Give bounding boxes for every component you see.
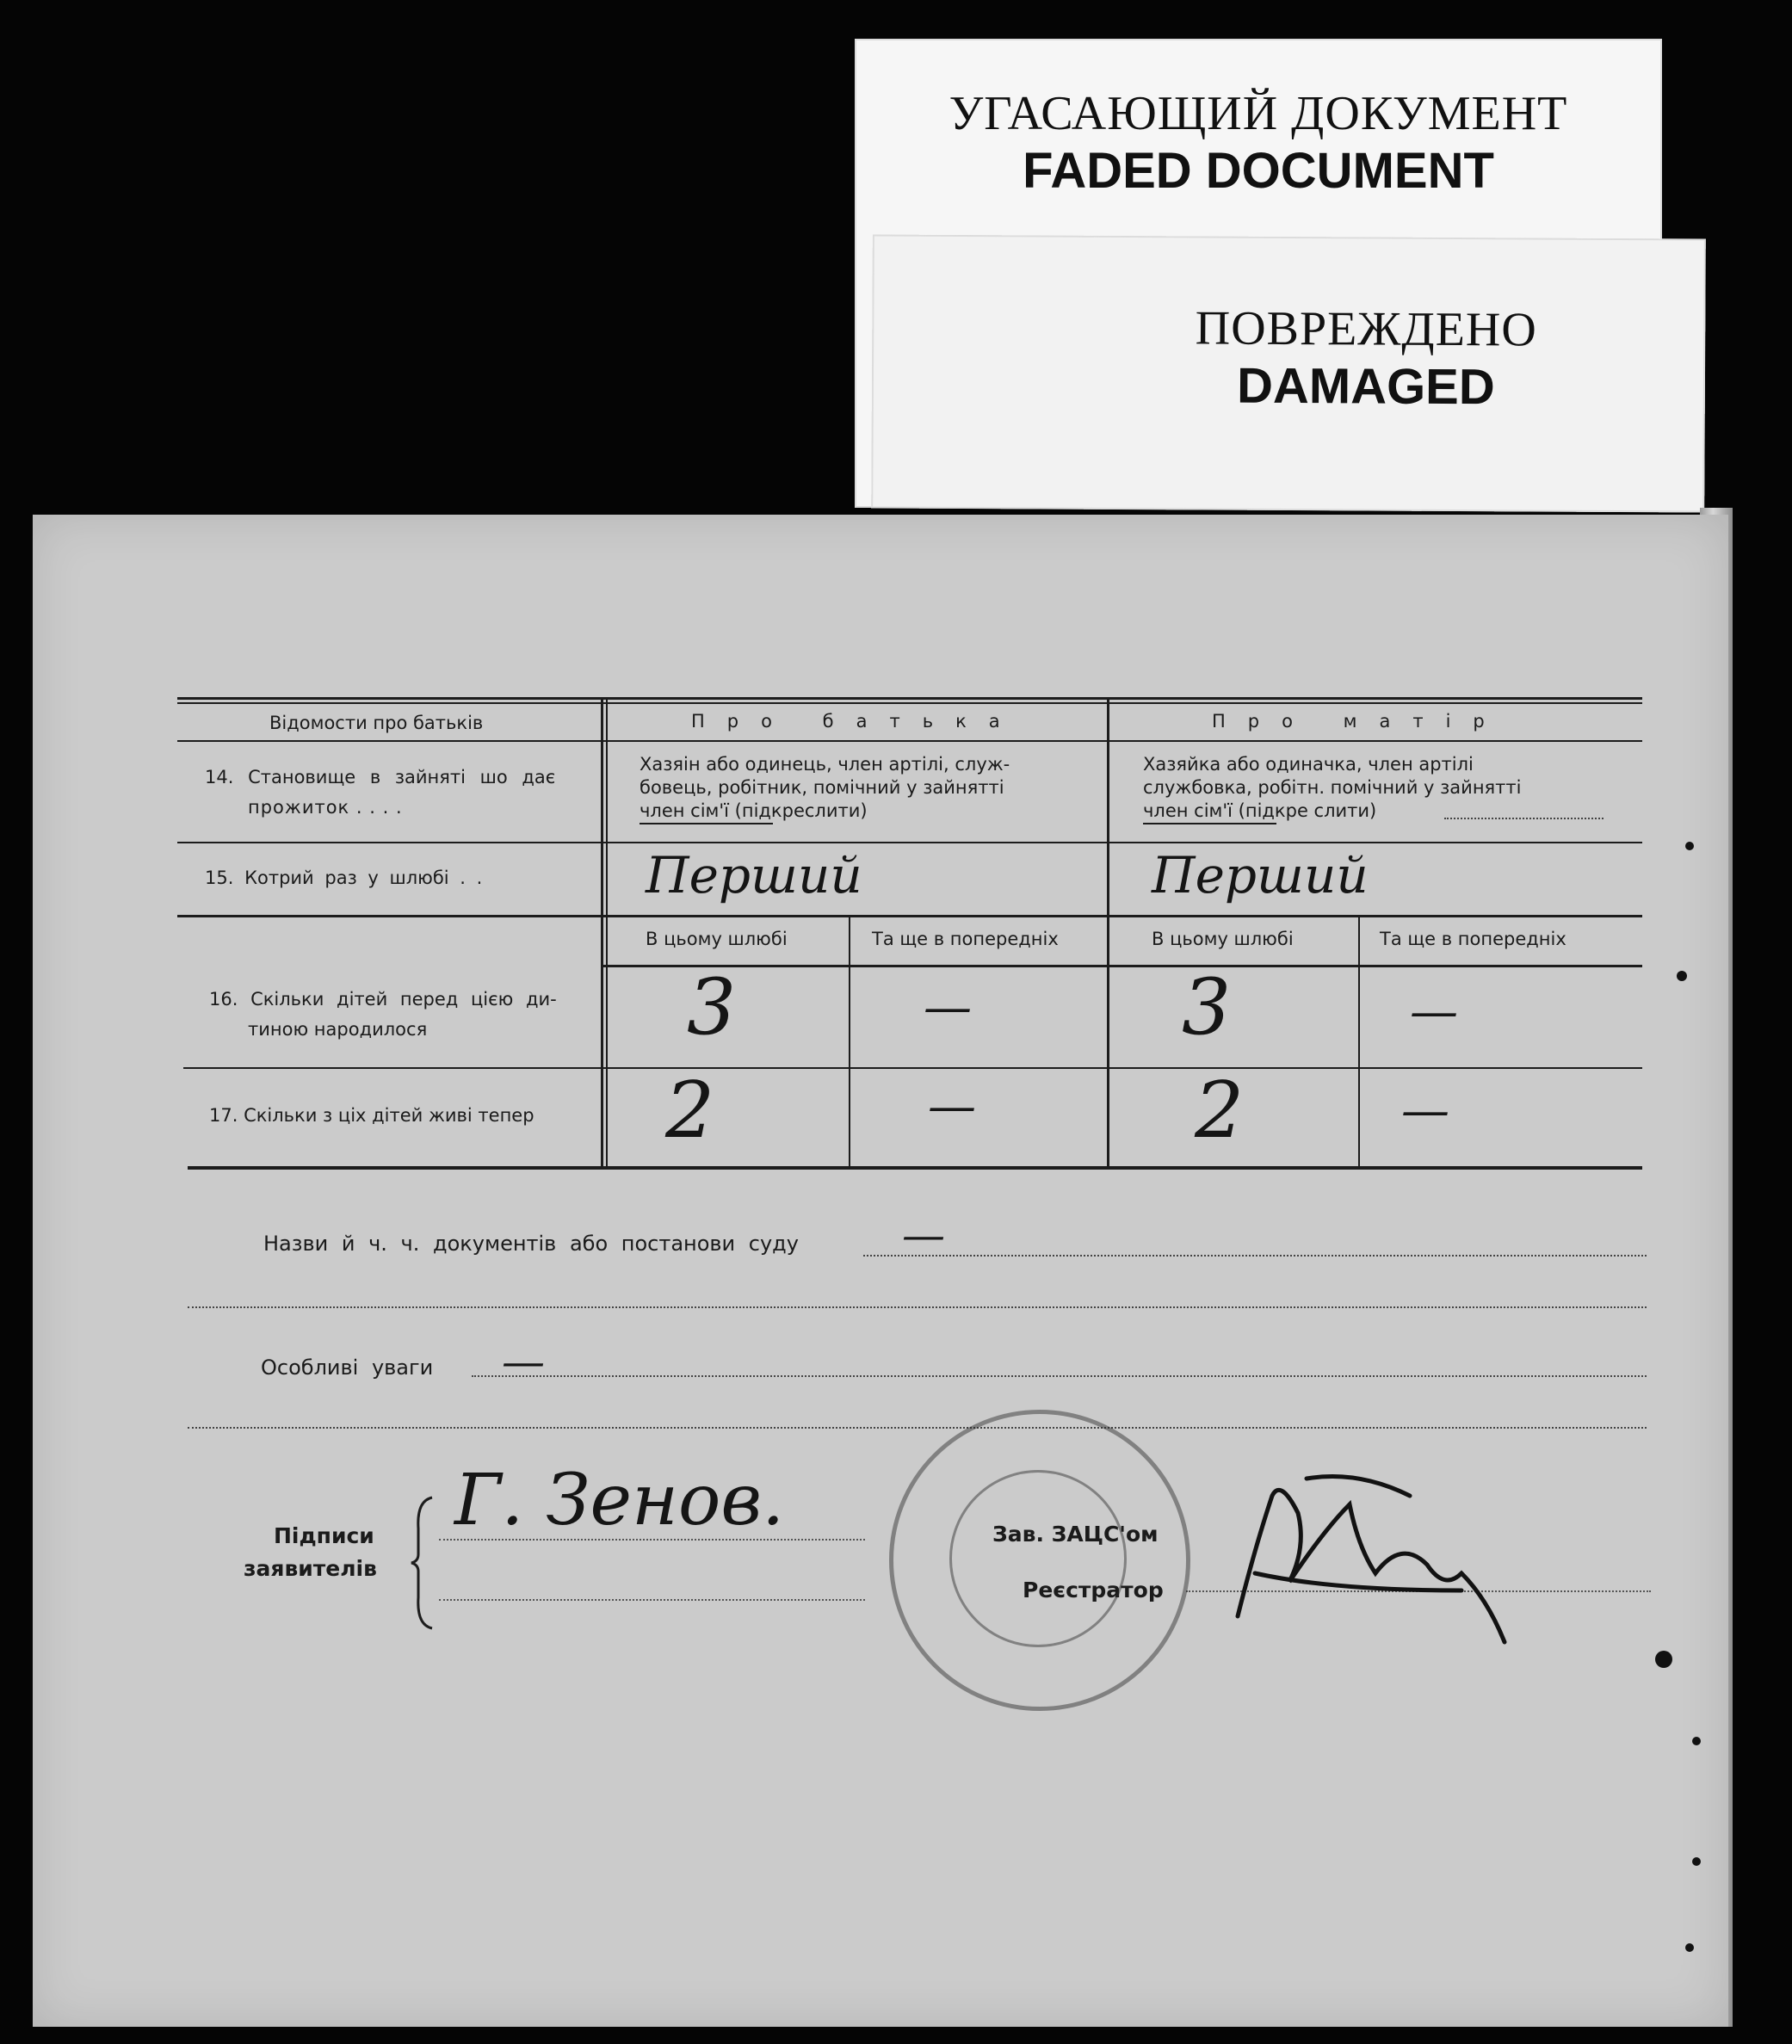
table-col-divider bbox=[601, 699, 603, 1168]
documents-dotted-line bbox=[863, 1255, 1647, 1257]
row14-label-cont: прожиток . . . . bbox=[248, 797, 403, 818]
row16-rule bbox=[183, 1067, 1642, 1069]
row16-mother-current: 3 bbox=[1182, 962, 1232, 1053]
row14-rule bbox=[177, 842, 1642, 843]
edge-mark bbox=[1685, 1943, 1694, 1952]
damaged-notice bbox=[871, 234, 1706, 512]
mother-in-marriage-header: В цьому шлюбі bbox=[1152, 929, 1294, 949]
edge-hole bbox=[1655, 1651, 1672, 1668]
row14-father-options-3: член сім'ї (підкреслити) bbox=[640, 800, 868, 821]
row15-father-value: Перший bbox=[646, 846, 862, 905]
applicant-signature: Г. Зенов. bbox=[454, 1460, 785, 1541]
row16-label: 16. Скільки дітей перед цією ди- bbox=[209, 989, 557, 1010]
edge-mark bbox=[1677, 971, 1687, 981]
document-page bbox=[33, 515, 1728, 2027]
row16-father-current: 3 bbox=[687, 962, 737, 1053]
mother-header: Про матір bbox=[1212, 711, 1507, 732]
row14-mother-options-2: службовка, робітн. помічний у зайнятті bbox=[1143, 777, 1522, 798]
mother-underline-mark bbox=[1143, 823, 1276, 824]
edge-mark bbox=[1692, 1737, 1701, 1745]
subheader-rule bbox=[601, 965, 1642, 967]
notes-dotted-line bbox=[472, 1375, 1647, 1377]
mother-previous-header: Та ще в попередніх bbox=[1380, 929, 1566, 949]
row16-label-cont: тиною народилося bbox=[248, 1019, 428, 1040]
row14-mother-options-1: Хазяйка або одиначка, член артілі bbox=[1143, 754, 1474, 775]
documents-value: — bbox=[902, 1210, 945, 1260]
mother-sub-divider bbox=[1358, 915, 1360, 1168]
father-underline-mark bbox=[640, 823, 773, 824]
table-col-divider-2 bbox=[606, 699, 608, 1168]
edge-mark bbox=[1685, 842, 1694, 850]
father-sub-divider bbox=[849, 915, 850, 1168]
father-in-marriage-header: В цьому шлюбі bbox=[646, 929, 788, 949]
row17-mother-current: 2 bbox=[1195, 1065, 1245, 1156]
parents-info-header: Відомости про батьків bbox=[269, 713, 484, 733]
official-stamp-inner bbox=[949, 1470, 1127, 1647]
edge-mark bbox=[1692, 1857, 1701, 1866]
signature-line-1 bbox=[439, 1539, 865, 1541]
notes-value: — bbox=[502, 1337, 545, 1386]
row14-mother-options-3: член сім'ї (підкре слити) bbox=[1143, 800, 1377, 821]
row15-rule bbox=[177, 915, 1642, 917]
row14-father-options-1: Хазяін або одинець, член артілі, служ- bbox=[640, 754, 1010, 775]
table-top-rule bbox=[177, 697, 1642, 700]
row17-father-previous: — bbox=[928, 1078, 976, 1134]
damaged-notice-en: DAMAGED bbox=[1236, 357, 1495, 416]
signature-brace bbox=[410, 1494, 436, 1632]
head-label: Зав. ЗАЦС'ом bbox=[992, 1522, 1159, 1547]
row15-label: 15. Котрий раз у шлюбі . . bbox=[205, 868, 483, 888]
documents-label: Назви й ч. ч. документів або постанови суду bbox=[263, 1232, 799, 1256]
notes-label: Особливі уваги bbox=[261, 1355, 434, 1380]
faded-notice-en: FADED DOCUMENT bbox=[1023, 143, 1494, 199]
damaged-notice-ru: ПОВРЕЖДЕНО bbox=[1195, 301, 1537, 357]
row16-father-previous: — bbox=[924, 979, 972, 1035]
row14-father-options-2: бовець, робітник, помічний у зайнятті bbox=[640, 777, 1004, 798]
documents-dotted-line-2 bbox=[188, 1306, 1647, 1308]
official-signature bbox=[1203, 1444, 1548, 1668]
header-rule bbox=[177, 740, 1642, 742]
row17-label: 17. Скільки з ціх дітей живі тепер bbox=[209, 1105, 535, 1126]
table-bottom-rule bbox=[188, 1166, 1642, 1170]
faded-notice-ru: УГАСАЮЩИЙ ДОКУМЕНТ bbox=[949, 87, 1568, 140]
mother-dotted-fill bbox=[1444, 818, 1604, 819]
row14-label: 14. Становище в зайняті шо дає bbox=[205, 767, 556, 787]
notes-dotted-line-2 bbox=[188, 1427, 1647, 1429]
row17-mother-previous: — bbox=[1401, 1083, 1449, 1139]
signature-line-2 bbox=[439, 1599, 865, 1601]
registrar-label: Реєстратор bbox=[1023, 1578, 1164, 1602]
signatures-label-cont: заявителів bbox=[244, 1556, 377, 1581]
signatures-label: Підписи bbox=[274, 1523, 374, 1548]
row15-mother-value: Перший bbox=[1152, 846, 1369, 905]
table-top-rule-2 bbox=[177, 702, 1642, 704]
row16-mother-previous: — bbox=[1410, 984, 1458, 1040]
parent-col-divider bbox=[1107, 699, 1109, 1168]
father-header: Про батька bbox=[691, 711, 1023, 732]
row17-father-current: 2 bbox=[665, 1065, 715, 1156]
father-previous-header: Та ще в попередніх bbox=[872, 929, 1059, 949]
